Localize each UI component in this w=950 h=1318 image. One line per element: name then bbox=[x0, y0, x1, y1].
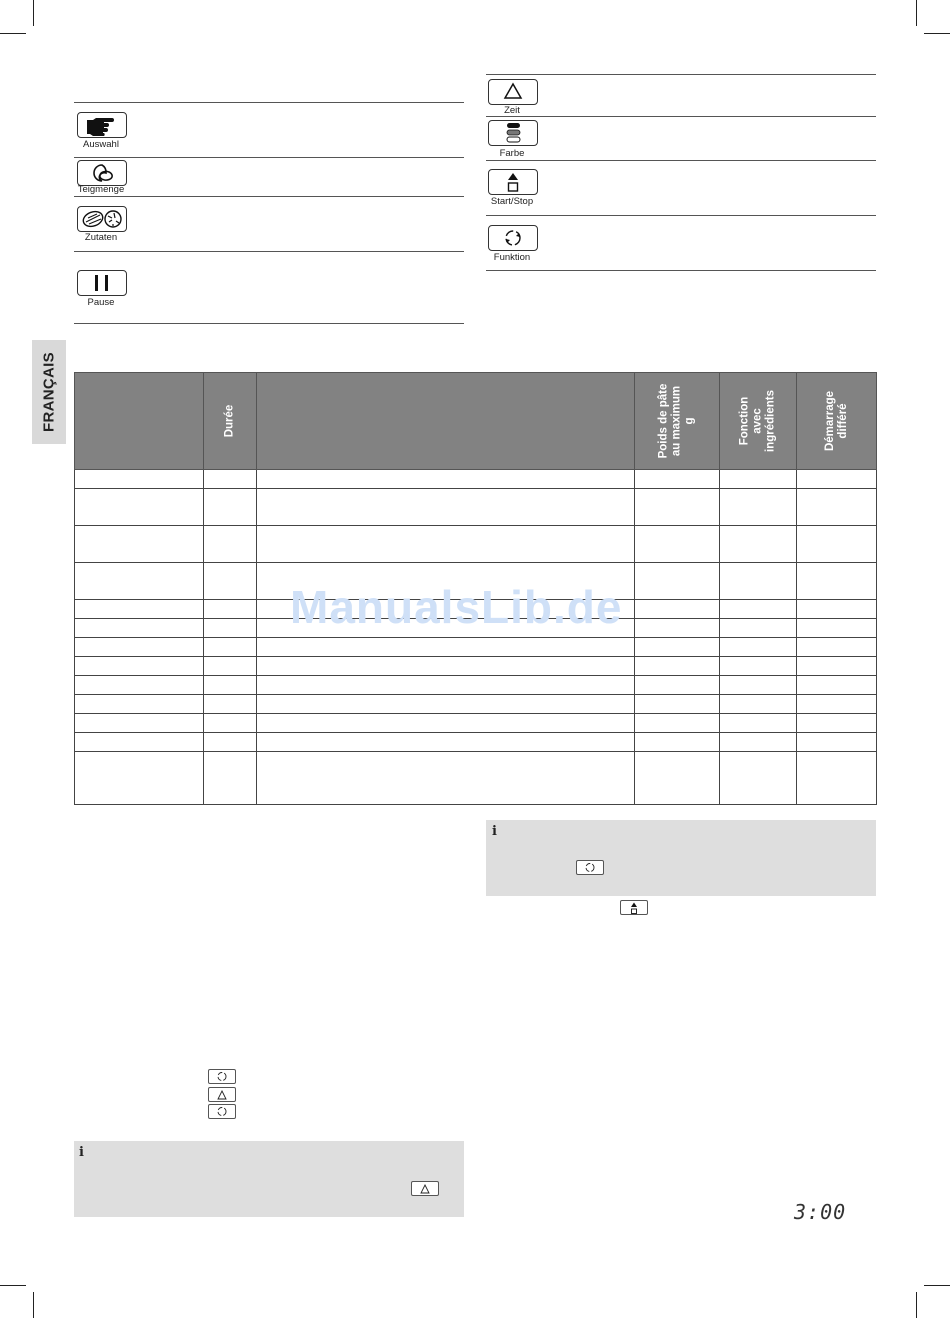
ingredients-icon bbox=[78, 207, 126, 231]
start-stop-key bbox=[488, 169, 538, 195]
auswahl-key bbox=[77, 112, 127, 138]
header-program bbox=[75, 373, 204, 470]
crop-mark bbox=[33, 1292, 34, 1318]
start-stop-label: Start/Stop bbox=[490, 196, 534, 207]
table-header-row bbox=[75, 373, 877, 470]
function-cycle-icon bbox=[215, 1071, 229, 1082]
crop-mark bbox=[916, 0, 917, 26]
info-icon: i bbox=[492, 824, 497, 839]
divider bbox=[486, 215, 876, 216]
function-cycle-icon bbox=[489, 226, 537, 250]
crop-mark bbox=[0, 33, 26, 34]
triangle-up-icon bbox=[489, 80, 537, 104]
inline-zeit-key bbox=[208, 1087, 236, 1102]
zeit-key bbox=[488, 79, 538, 105]
funktion-key bbox=[488, 225, 538, 251]
crop-mark bbox=[916, 1292, 917, 1318]
header-demarrage-label: Démarrage différé bbox=[823, 390, 849, 452]
header-demarrage bbox=[797, 373, 877, 470]
inline-funktion-key bbox=[208, 1069, 236, 1084]
watermark: ManualsLib.de bbox=[290, 581, 623, 633]
table-row bbox=[75, 470, 877, 489]
header-fonction bbox=[720, 373, 797, 470]
inline-funktion-key bbox=[208, 1104, 236, 1119]
pause-icon bbox=[78, 271, 126, 295]
divider bbox=[74, 323, 464, 324]
table-row bbox=[75, 733, 877, 752]
header-description bbox=[257, 373, 635, 470]
table-row bbox=[75, 489, 877, 526]
header-duree-label: Durée bbox=[223, 404, 236, 438]
table-row bbox=[75, 714, 877, 733]
function-cycle-icon bbox=[215, 1106, 229, 1117]
language-tab-label: FRANÇAIS bbox=[40, 352, 58, 432]
divider bbox=[486, 270, 876, 271]
funktion-label: Funktion bbox=[493, 252, 531, 263]
table-row bbox=[75, 526, 877, 563]
zutaten-key bbox=[77, 206, 127, 232]
teigmenge-key bbox=[77, 160, 127, 186]
dough-amount-icon bbox=[78, 161, 126, 185]
table-row bbox=[75, 695, 877, 714]
inline-funktion-key bbox=[576, 860, 604, 875]
crop-mark bbox=[924, 1285, 950, 1286]
divider bbox=[486, 116, 876, 117]
info-note-left bbox=[74, 1141, 464, 1217]
teigmenge-label: Teigmenge bbox=[77, 184, 125, 195]
divider bbox=[74, 157, 464, 158]
triangle-up-icon bbox=[216, 1090, 228, 1100]
farbe-key bbox=[488, 120, 538, 146]
header-poids-label: Poids de pâte au maximum g bbox=[657, 383, 696, 459]
header-fonction-label: Fonction avec ingrédients bbox=[738, 390, 777, 452]
divider bbox=[74, 251, 464, 252]
divider bbox=[74, 102, 464, 103]
crop-mark bbox=[924, 33, 950, 34]
table-row bbox=[75, 676, 877, 695]
divider bbox=[486, 74, 876, 75]
pointing-hand-icon bbox=[78, 113, 126, 137]
inline-start-stop-key bbox=[620, 900, 648, 915]
inline-zeit-key bbox=[411, 1181, 439, 1196]
pause-label: Pause bbox=[87, 297, 115, 308]
function-cycle-icon bbox=[583, 862, 597, 873]
language-tab bbox=[32, 340, 66, 444]
crust-color-icon bbox=[489, 121, 537, 145]
start-stop-icon bbox=[628, 902, 640, 914]
zeit-label: Zeit bbox=[504, 105, 520, 116]
farbe-label: Farbe bbox=[499, 148, 525, 159]
table-row bbox=[75, 752, 877, 805]
header-duree bbox=[204, 373, 257, 470]
crop-mark bbox=[33, 0, 34, 26]
triangle-up-icon bbox=[419, 1184, 431, 1194]
header-poids bbox=[635, 373, 720, 470]
divider bbox=[74, 196, 464, 197]
pause-key bbox=[77, 270, 127, 296]
display-readout: 3:00 bbox=[794, 1200, 847, 1224]
table-row bbox=[75, 638, 877, 657]
info-note-right bbox=[486, 820, 876, 896]
divider bbox=[486, 160, 876, 161]
info-icon: i bbox=[79, 1145, 84, 1160]
zutaten-label: Zutaten bbox=[84, 232, 118, 243]
crop-mark bbox=[0, 1285, 26, 1286]
start-stop-icon bbox=[489, 170, 537, 194]
table-row bbox=[75, 657, 877, 676]
auswahl-label: Auswahl bbox=[83, 139, 119, 150]
